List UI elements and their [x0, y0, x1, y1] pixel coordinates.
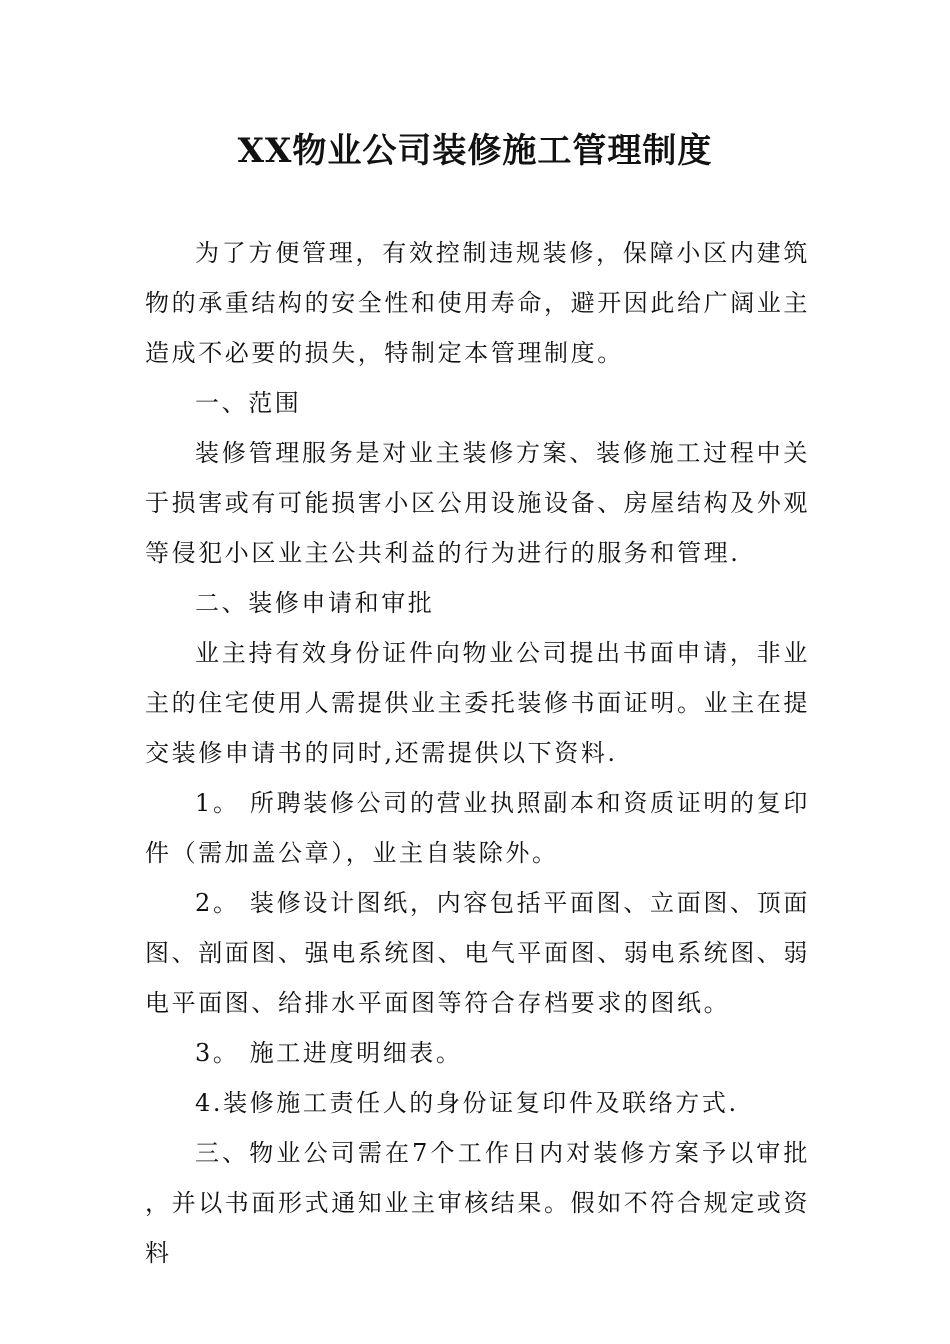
paragraph-scope: 装修管理服务是对业主装修方案、装修施工过程中关于损害或有可能损害小区公用设施设备、房屋结构及外观等侵犯小区业主公共利益的行为进行的服务和管理. [145, 439, 810, 567]
section-paragraph-approval: 三、物业公司需在7个工作日内对装修方案予以审批，并以书面形式通知业主审核结果。假如不符合规定或资料 [145, 1139, 810, 1267]
paragraph-intro: 为了方便管理，有效控制违规装修，保障小区内建筑物的承重结构的安全性和使用寿命，避开因此给广阔业主造成不必要的损失，特制定本管理制度。 [145, 239, 810, 367]
document-title: XX物业公司装修施工管理制度 [237, 131, 713, 171]
list-item-1: 1。 所聘装修公司的营业执照副本和资质证明的复印件（需加盖公章），业主自装除外。 [145, 789, 810, 867]
paragraph-application: 业主持有效身份证件向物业公司提出书面申请，非业主的住宅使用人需提供业主委托装修书面证明。业主在提交装修申请书的同时,还需提供以下资料. [145, 639, 810, 767]
section-heading-scope: 一、范围 [195, 389, 302, 417]
list-item-4: 4.装修施工责任人的身份证复印件及联络方式. [195, 1089, 739, 1117]
list-item-2: 2。 装修设计图纸，内容包括平面图、立面图、顶面图、剖面图、强电系统图、电气平面图、弱电系统图、弱电平面图、给排水平面图等符合存档要求的图纸。 [145, 889, 810, 1017]
document-body [145, 228, 810, 1278]
section-heading-application: 二、装修申请和审批 [195, 589, 435, 617]
list-item-3: 3。 施工进度明细表。 [195, 1039, 463, 1067]
